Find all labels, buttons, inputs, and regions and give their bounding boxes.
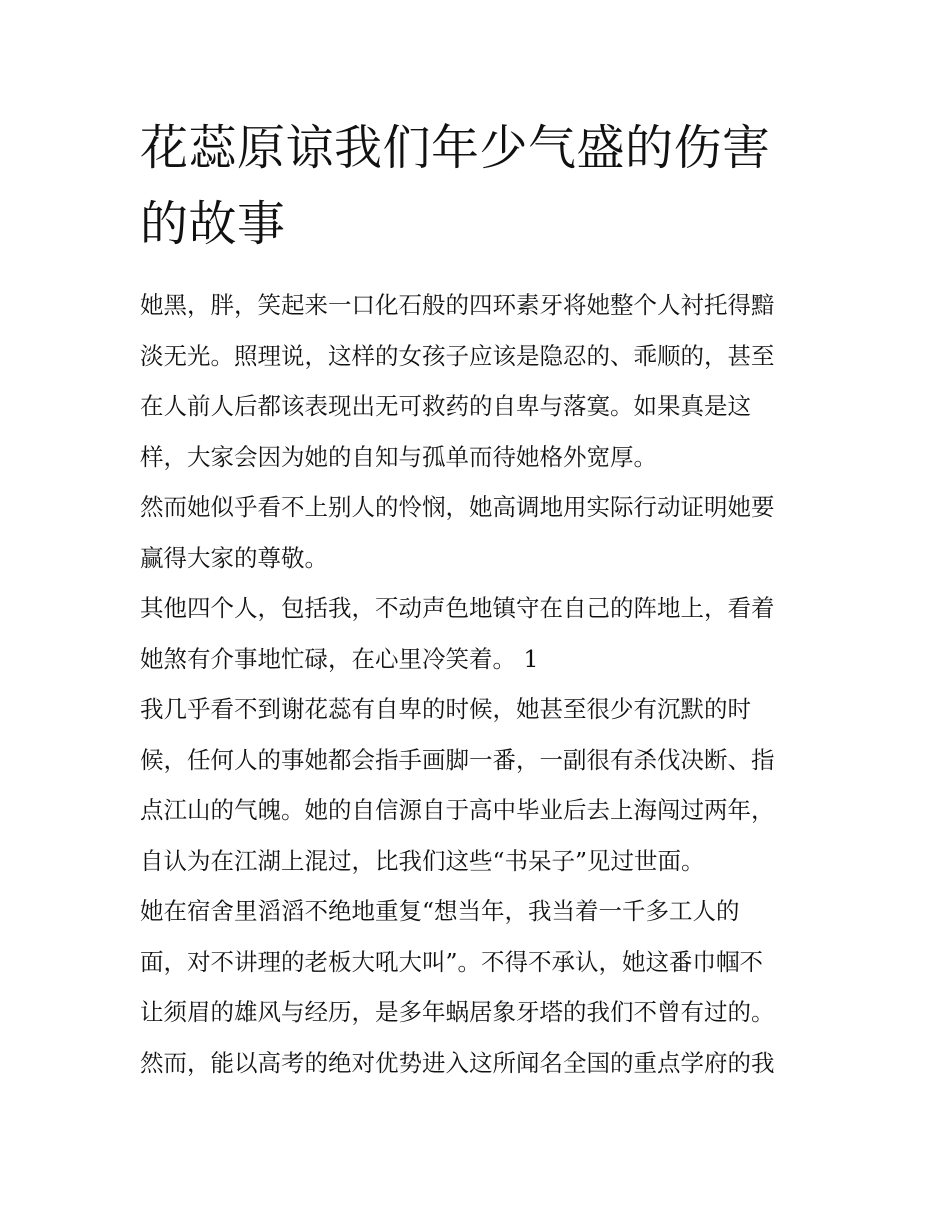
text-line: 她煞有介事地忙碌，在心里冷笑着。 1 xyxy=(140,644,539,673)
text-line: 样，大家会因为她的自知与孤单而待她格外宽厚。 xyxy=(140,442,657,471)
text-line: 其他四个人，包括我，不动声色地镇守在自己的阵地上，看着 xyxy=(140,594,775,622)
text-line: 她在宿舍里滔滔不绝地重复“想当年，我当着一千多工人的 xyxy=(140,897,740,925)
text-line: 然而她似乎看不上别人的怜悯，她高调地用实际行动证明她要 xyxy=(140,493,775,521)
text-line: 淡无光。照理说，这样的女孩子应该是隐忍的、乖顺的，甚至 xyxy=(140,341,775,370)
title-line: 的故事 xyxy=(140,196,286,252)
article-body xyxy=(140,280,820,1088)
title-line: 花蕊原谅我们年少气盛的伤害 xyxy=(140,120,771,176)
text-line: 她黑，胖，笑起来一口化石般的四环素牙将她整个人衬托得黯 xyxy=(140,291,775,319)
text-line: 面，对不讲理的老板大吼大叫”。不得不承认，她这番巾帼不 xyxy=(140,947,764,976)
page-title xyxy=(140,110,820,262)
text-line: 候，任何人的事她都会指手画脚一番，一副很有杀伐决断、指 xyxy=(140,745,775,774)
text-line: 在人前人后都该表现出无可救药的自卑与落寞。如果真是这 xyxy=(140,392,751,420)
text-line: 自认为在江湖上混过，比我们这些“书呆子”见过世面。 xyxy=(140,846,705,875)
text-line: 然而，能以高考的绝对优势进入这所闻名全国的重点学府的我 xyxy=(140,1048,775,1077)
text-line: 点江山的气魄。她的自信源自于高中毕业后去上海闯过两年， xyxy=(140,796,775,824)
text-line: 赢得大家的尊敬。 xyxy=(140,543,328,572)
text-line: 我几乎看不到谢花蕊有自卑的时候，她甚至很少有沉默的时 xyxy=(140,695,751,723)
text-line: 让须眉的雄风与经历，是多年蜗居象牙塔的我们不曾有过的。 xyxy=(140,998,775,1026)
